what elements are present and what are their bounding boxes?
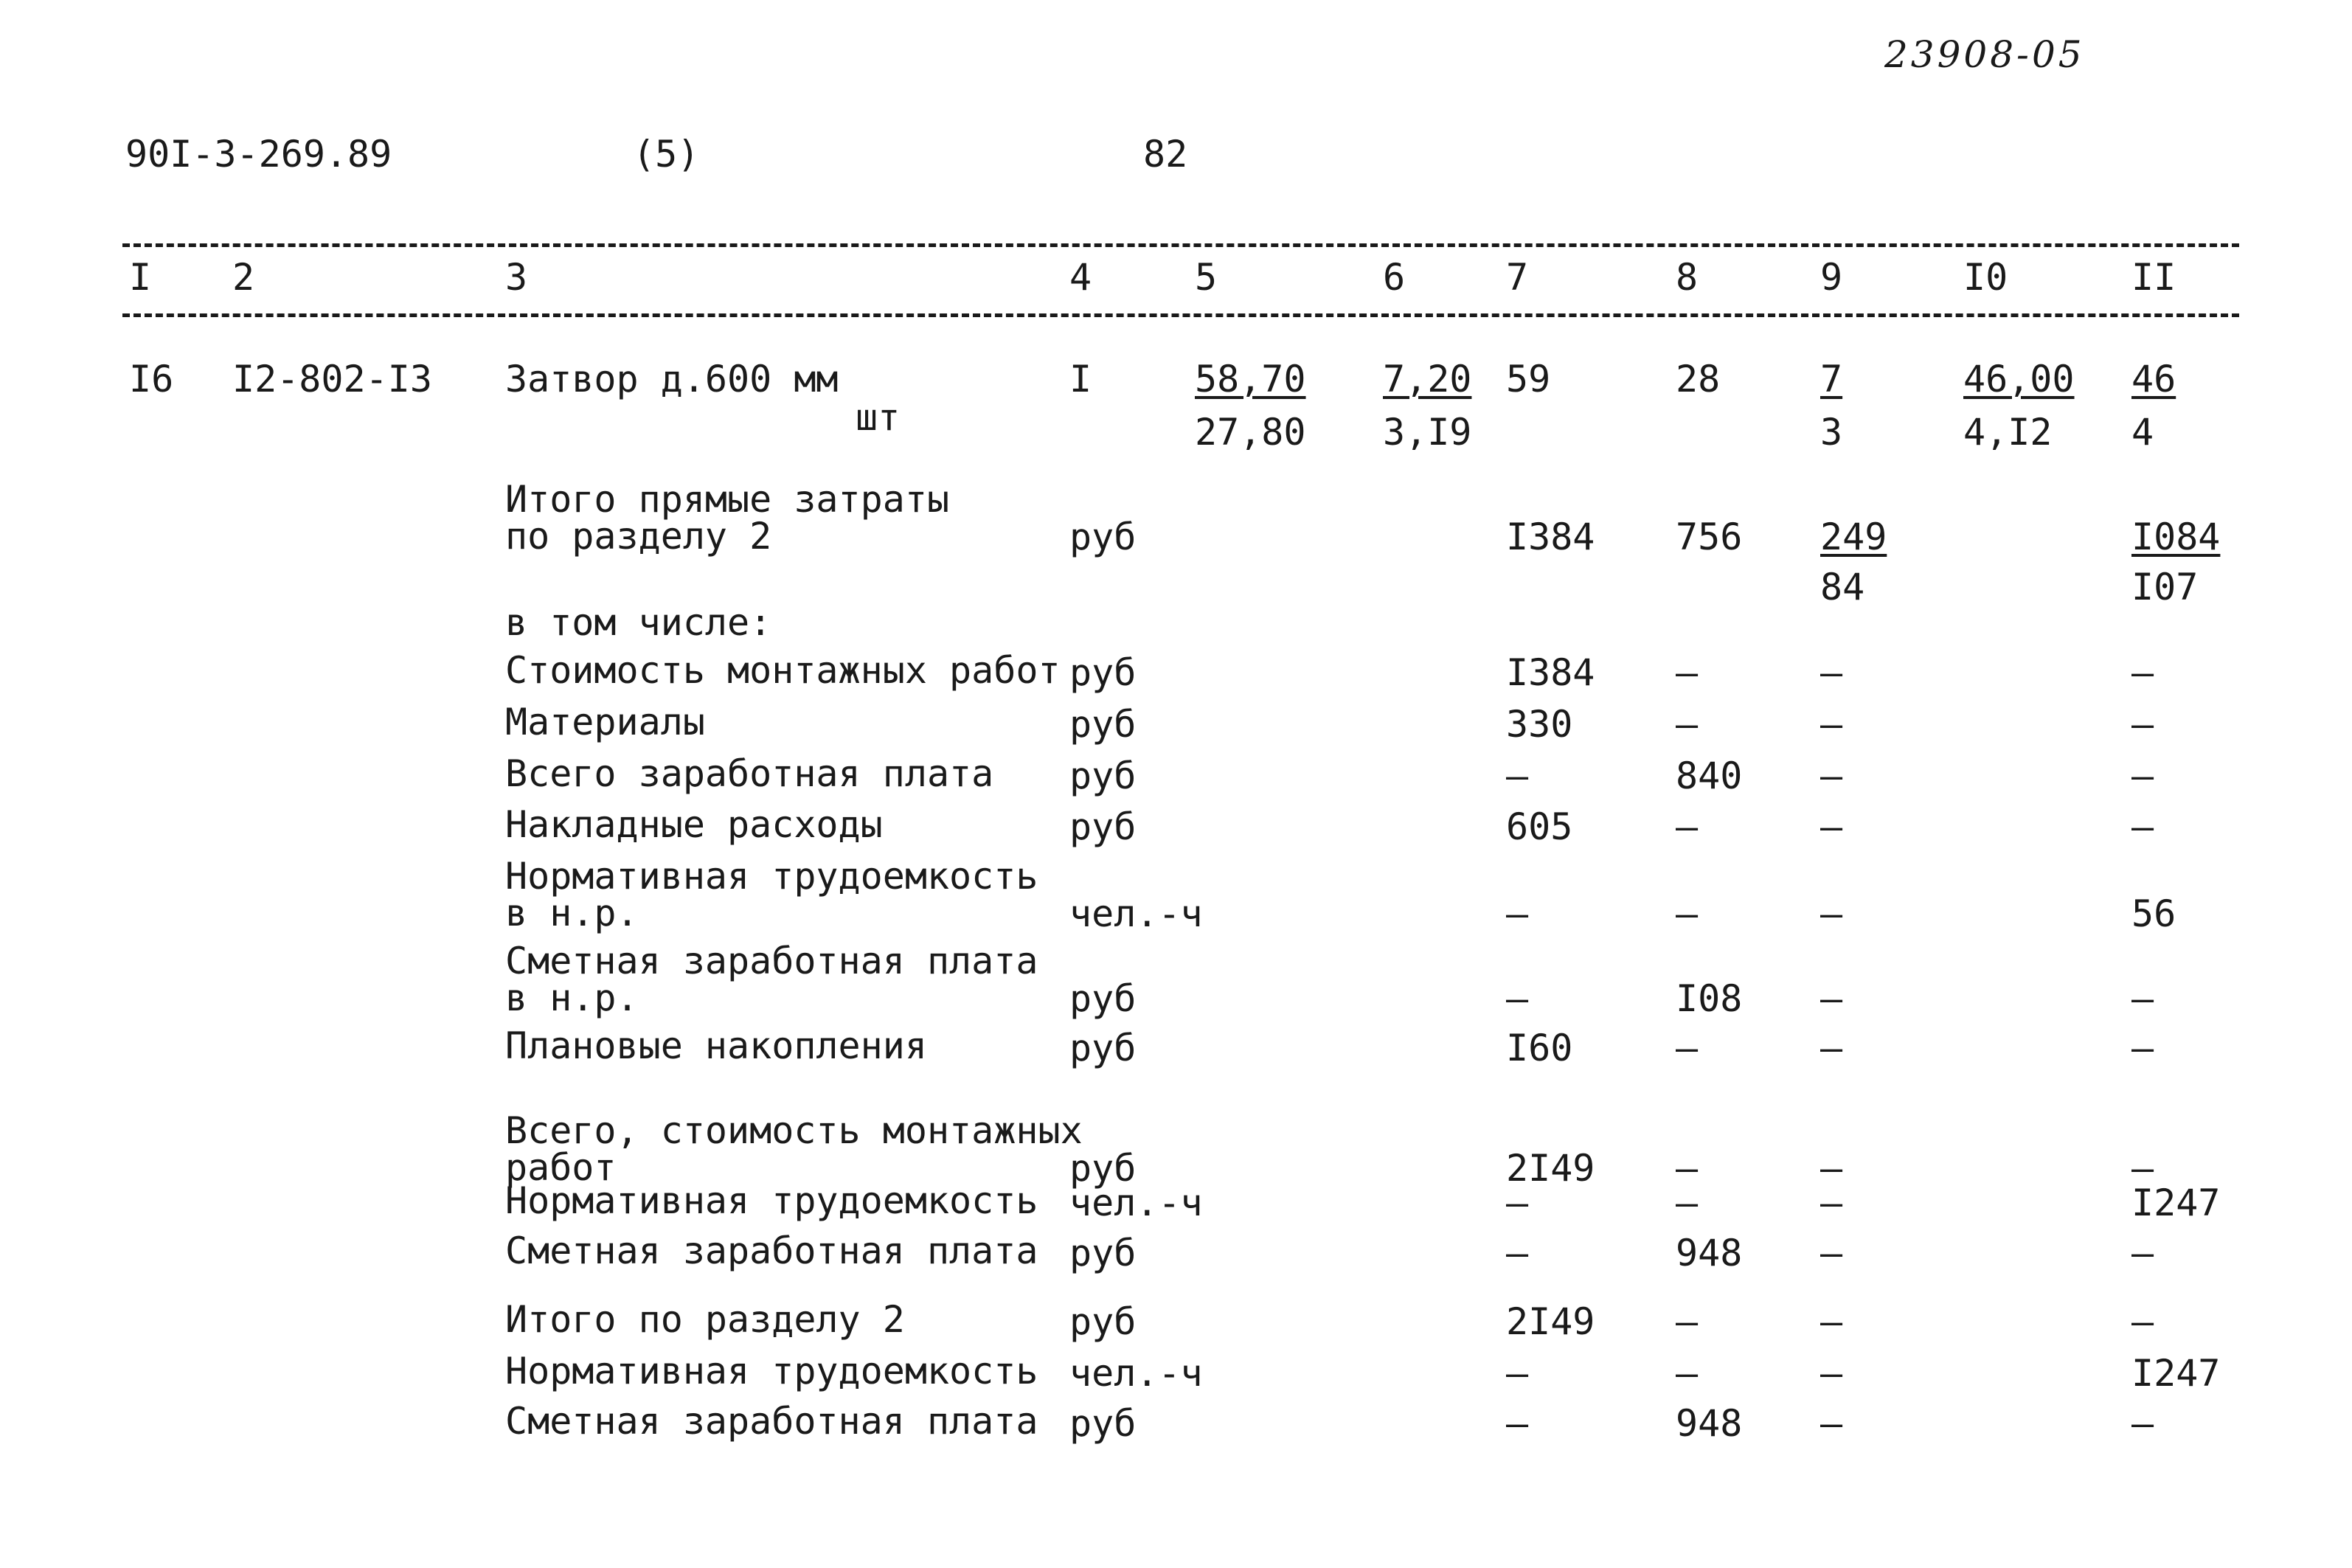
row-col9: – — [1820, 1300, 1843, 1343]
row-col7: I384 — [1506, 651, 1595, 694]
document-part: (5) — [633, 133, 700, 176]
item-col8: 28 — [1676, 358, 1721, 400]
row-col7: 2I49 — [1506, 1147, 1595, 1190]
row-col9: – — [1820, 892, 1843, 935]
table-top-rule — [122, 243, 2239, 247]
direct-costs-col9-bottom: 84 — [1820, 566, 1865, 608]
row-unit: чел.-ч — [1069, 1352, 1203, 1395]
row-col11: – — [2131, 651, 2154, 694]
row-col9: – — [1820, 1147, 1843, 1190]
row-col8: – — [1676, 703, 1699, 746]
row-col7: – — [1506, 754, 1529, 797]
column-header-4: 4 — [1069, 256, 1092, 299]
item-col7: 59 — [1506, 358, 1551, 400]
row-col8: – — [1676, 805, 1699, 848]
row-col8: 948 — [1676, 1402, 1743, 1445]
direct-costs-unit: руб — [1069, 516, 1137, 558]
row-col9: – — [1820, 703, 1843, 746]
row-col9: – — [1820, 1232, 1843, 1274]
row-col11: – — [2131, 977, 2154, 1020]
row-label: Нормативная трудоемкость — [505, 1350, 1038, 1392]
column-header-2: 2 — [232, 256, 255, 299]
row-col7: – — [1506, 1232, 1529, 1274]
row-col7: 330 — [1506, 703, 1573, 746]
row-label: Всего заработная плата — [505, 752, 994, 795]
row-col11: – — [2131, 1300, 2154, 1343]
row-col9: – — [1820, 1027, 1843, 1069]
row-label: Материалы — [505, 701, 705, 743]
row-col7: – — [1506, 1352, 1529, 1395]
item-col6-top: 7,20 — [1383, 358, 1472, 400]
row-label: Сметная заработная плата в н.р. — [505, 940, 1038, 1019]
direct-costs-col9-top: 249 — [1820, 516, 1887, 558]
row-col11: – — [2131, 1232, 2154, 1274]
item-col5-top: 58,70 — [1195, 358, 1306, 400]
row-col9: – — [1820, 1402, 1843, 1445]
item-unit: шт — [856, 396, 901, 439]
row-unit: руб — [1069, 977, 1137, 1020]
row-col9: – — [1820, 651, 1843, 694]
document-code: 90I-3-269.89 — [125, 133, 392, 176]
row-col11: – — [2131, 1027, 2154, 1069]
column-header-10: I0 — [1963, 256, 2008, 299]
including-label: в том числе: — [505, 601, 772, 644]
row-col8: – — [1676, 892, 1699, 935]
column-header-9: 9 — [1820, 256, 1843, 299]
row-col9: – — [1820, 754, 1843, 797]
row-col11: – — [2131, 805, 2154, 848]
item-col5-bottom: 27,80 — [1195, 411, 1306, 454]
column-header-8: 8 — [1676, 256, 1699, 299]
row-col8: – — [1676, 651, 1699, 694]
row-label: Итого по разделу 2 — [505, 1298, 905, 1341]
handwritten-number: 23908-05 — [1884, 33, 2085, 76]
row-col8: – — [1676, 1147, 1699, 1190]
item-col9-bottom: 3 — [1820, 411, 1843, 454]
row-col9: – — [1820, 977, 1843, 1020]
column-header-3: 3 — [505, 256, 528, 299]
row-label: Сметная заработная плата — [505, 1229, 1038, 1272]
row-label: Плановые накопления — [505, 1024, 927, 1067]
row-col8: – — [1676, 1352, 1699, 1395]
row-col11: – — [2131, 1147, 2154, 1190]
row-col11: – — [2131, 754, 2154, 797]
row-unit: руб — [1069, 703, 1137, 746]
row-col7: – — [1506, 892, 1529, 935]
item-col10-bottom: 4,I2 — [1963, 411, 2053, 454]
row-col7: – — [1506, 1182, 1529, 1224]
row-unit: чел.-ч — [1069, 1182, 1203, 1224]
row-col9: – — [1820, 1352, 1843, 1395]
row-label: Всего, стоимость монтажных работ — [505, 1109, 1083, 1189]
column-header-7: 7 — [1506, 256, 1529, 299]
row-col8: – — [1676, 1300, 1699, 1343]
item-col6-bottom: 3,I9 — [1383, 411, 1472, 454]
row-col8: – — [1676, 1027, 1699, 1069]
item-col10-top: 46,00 — [1963, 358, 2075, 400]
direct-costs-label: Итого прямые затраты по разделу 2 — [505, 478, 950, 558]
row-col8: – — [1676, 1182, 1699, 1224]
item-code: I2-802-I3 — [232, 358, 432, 400]
item-quantity: I — [1069, 358, 1092, 400]
row-unit: руб — [1069, 1232, 1137, 1274]
row-col11: 56 — [2131, 892, 2176, 935]
row-col11: – — [2131, 1402, 2154, 1445]
row-unit: руб — [1069, 1147, 1137, 1190]
row-col11: – — [2131, 703, 2154, 746]
direct-costs-col11-bottom: I07 — [2131, 566, 2199, 608]
item-name: Затвор д.600 мм — [505, 358, 839, 400]
row-unit: руб — [1069, 651, 1137, 694]
page-number: 82 — [1143, 133, 1188, 176]
row-col8: 840 — [1676, 754, 1743, 797]
column-header-1: I — [129, 256, 152, 299]
row-unit: руб — [1069, 1402, 1137, 1445]
row-col7: 605 — [1506, 805, 1573, 848]
row-label: Накладные расходы — [505, 803, 883, 846]
row-unit: руб — [1069, 1027, 1137, 1069]
row-col7: – — [1506, 977, 1529, 1020]
table-header-rule — [122, 313, 2239, 317]
row-col7: 2I49 — [1506, 1300, 1595, 1343]
item-col11-bottom: 4 — [2131, 411, 2154, 454]
row-col7: – — [1506, 1402, 1529, 1445]
row-unit: руб — [1069, 754, 1137, 797]
direct-costs-col7: I384 — [1506, 516, 1595, 558]
row-col11: I247 — [2131, 1352, 2221, 1395]
direct-costs-col8: 756 — [1676, 516, 1743, 558]
row-col7: I60 — [1506, 1027, 1573, 1069]
row-label: Нормативная трудоемкость — [505, 1179, 1038, 1222]
row-col9: – — [1820, 1182, 1843, 1224]
row-col8: I08 — [1676, 977, 1743, 1020]
column-header-6: 6 — [1383, 256, 1406, 299]
column-header-11: II — [2131, 256, 2176, 299]
row-label: Нормативная трудоемкость в н.р. — [505, 855, 1038, 934]
row-unit: руб — [1069, 1300, 1137, 1343]
column-header-5: 5 — [1195, 256, 1218, 299]
row-col11: I247 — [2131, 1182, 2221, 1224]
item-col9-top: 7 — [1820, 358, 1843, 400]
item-number: I6 — [129, 358, 174, 400]
row-label: Сметная заработная плата — [505, 1400, 1038, 1443]
direct-costs-col11-top: I084 — [2131, 516, 2221, 558]
row-label: Стоимость монтажных работ — [505, 649, 1061, 692]
item-col11-top: 46 — [2131, 358, 2176, 400]
row-unit: руб — [1069, 805, 1137, 848]
row-col8: 948 — [1676, 1232, 1743, 1274]
row-unit: чел.-ч — [1069, 892, 1203, 935]
row-col9: – — [1820, 805, 1843, 848]
